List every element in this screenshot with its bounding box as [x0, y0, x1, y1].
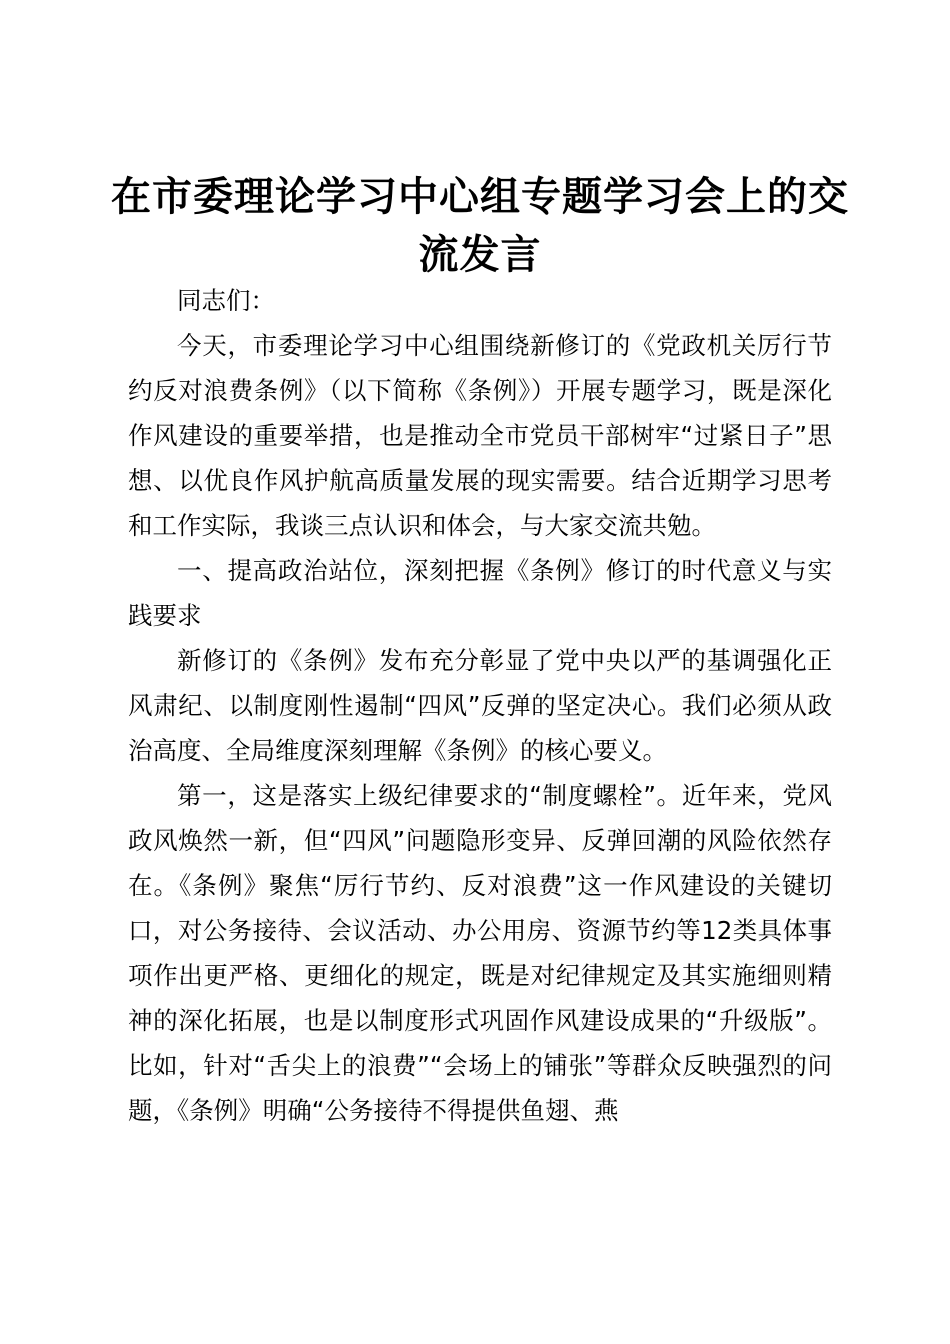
body-paragraph: 新修订的《条例》发布充分彰显了党中央以严的基调强化正风肃纪、以制度刚性遏制“四风”反弹的坚定决心。我们必须从政治高度、全局维度深刻理解《条例》的核心要义。: [128, 646, 832, 765]
document-title: 在市委理论学习中心组专题学习会上的交流发言: [111, 173, 849, 278]
greeting-paragraph: 同志们：: [177, 286, 275, 315]
section-heading-1: 一、提高政治站位，深刻把握《条例》修订的时代意义与实践要求: [128, 556, 832, 630]
body-paragraph: 第一，这是落实上级纪律要求的“制度螺栓”。近年来，党风政风焕然一新，但“四风”问题隐形变异、反弹回潮的风险依然存在。《条例》聚焦“厉行节约、反对浪费”这一作风建设的关键切口，对公务接待、会议活动、办公用房、资源节约等12类具体事项作出更严格、更细化的规定，既是对纪律规定及其实施细则精神的深化拓展，也是以制度形式巩固作风建设成果的“升级版”。比如，针对“舌尖上的浪费”“会场上的铺张”等群众反映强烈的问题，《条例》明确“公务接待不得提供鱼翅、燕: [128, 781, 832, 1125]
intro-paragraph: 今天，市委理论学习中心组围绕新修订的《党政机关厉行节约反对浪费条例》（以下简称《条例》）开展专题学习，既是深化作风建设的重要举措，也是推动全市党员干部树牢“过紧日子”思想、以优良作风护航高质量发展的现实需要。结合近期学习思考和工作实际，我谈三点认识和体会，与大家交流共勉。: [128, 331, 832, 540]
document-body: [128, 278, 832, 1133]
